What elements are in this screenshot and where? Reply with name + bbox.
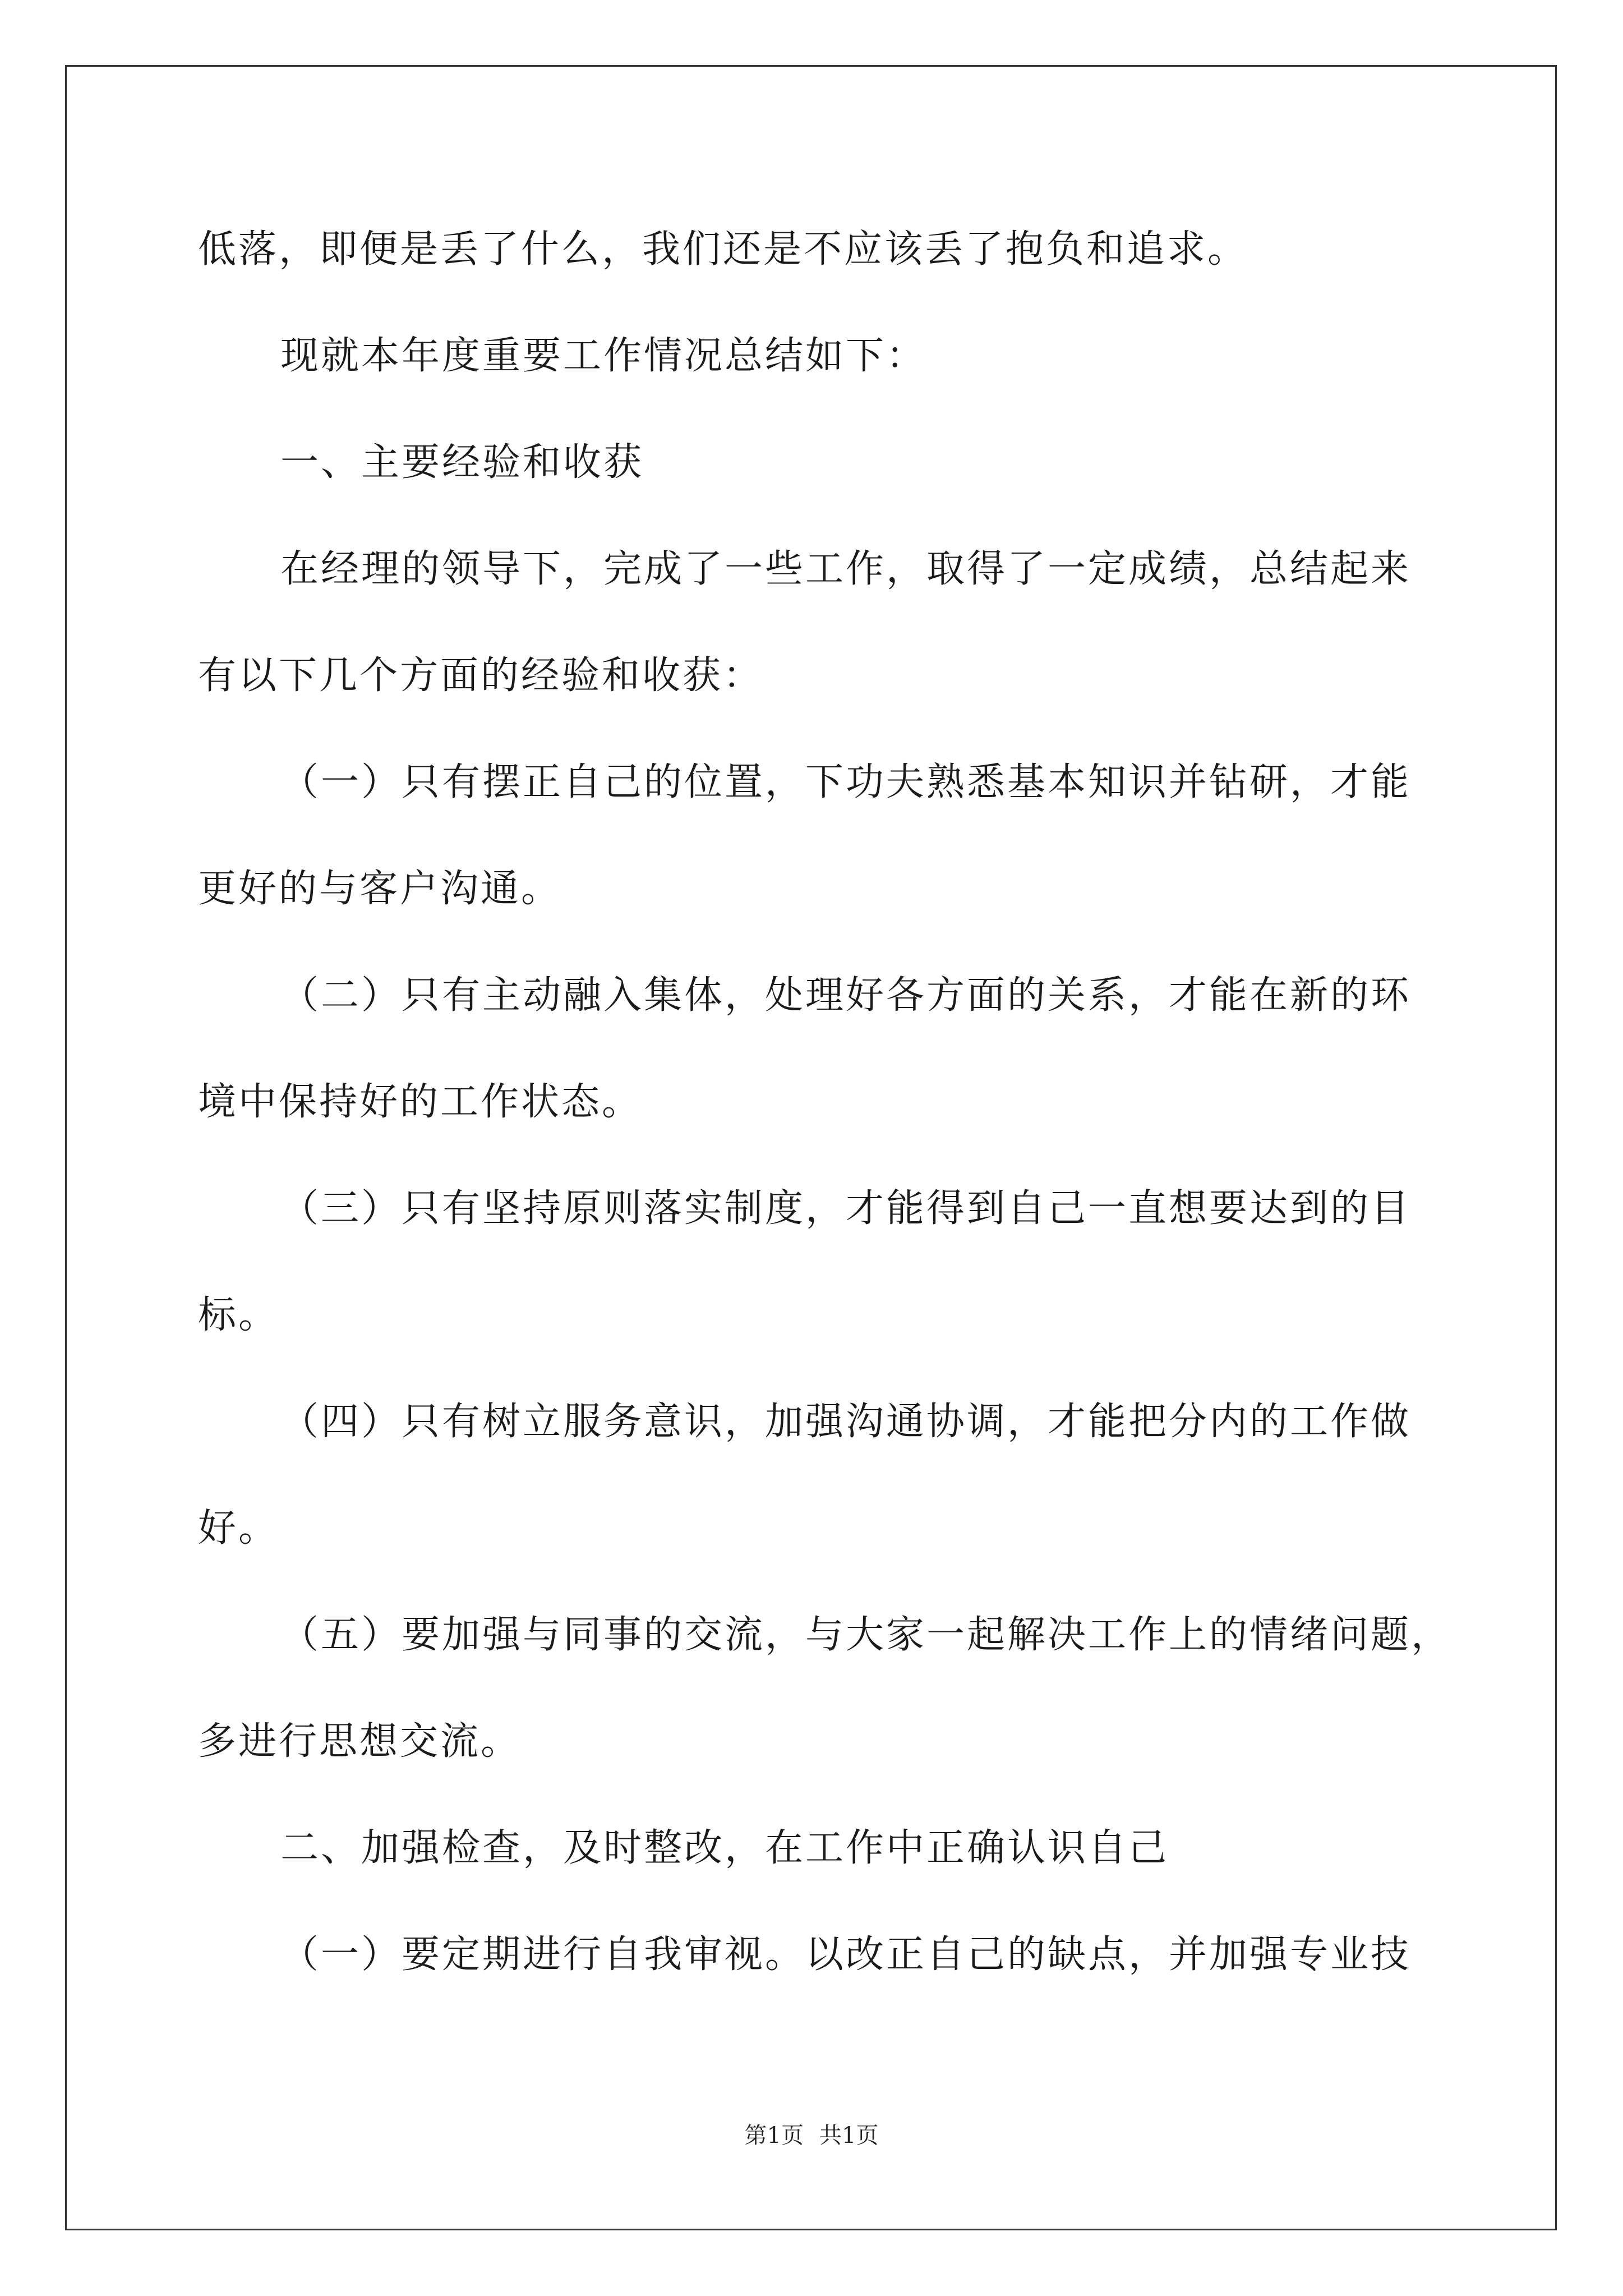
list-item: （二）只有主动融入集体，处理好各方面的关系，才能在新的环 bbox=[280, 973, 1412, 1018]
page-border bbox=[65, 65, 1557, 2230]
text-line: 多进行思想交流。 bbox=[198, 1719, 522, 1764]
page-number: 第1页 bbox=[744, 2123, 804, 2148]
text-line: 现就本年度重要工作情况总结如下： bbox=[280, 334, 927, 378]
text-line: 好。 bbox=[198, 1506, 279, 1550]
section-heading: 一、主要经验和收获 bbox=[280, 440, 644, 485]
text-line: 在经理的领导下，完成了一些工作，取得了一定成绩，总结起来 bbox=[280, 547, 1412, 591]
list-item: （三）只有坚持原则落实制度，才能得到自己一直想要达到的目 bbox=[280, 1186, 1412, 1231]
list-item: （五）要加强与同事的交流，与大家一起解决工作上的情绪问题， bbox=[280, 1613, 1452, 1657]
text-line: 更好的与客户沟通。 bbox=[198, 867, 562, 911]
section-heading: 二、加强检查，及时整改，在工作中正确认识自己 bbox=[280, 1826, 1169, 1870]
text-line: 低落，即便是丢了什么，我们还是不应该丢了抱负和追求。 bbox=[198, 227, 1248, 272]
text-line: 有以下几个方面的经验和收获： bbox=[198, 654, 764, 698]
list-item: （一）要定期进行自我审视。以改正自己的缺点，并加强专业技 bbox=[280, 1932, 1412, 1977]
text-line: 标。 bbox=[198, 1293, 279, 1337]
text-line: 境中保持好的工作状态。 bbox=[198, 1080, 643, 1124]
page-total: 共1页 bbox=[819, 2123, 879, 2148]
page-footer bbox=[0, 2122, 1623, 2150]
list-item: （四）只有树立服务意识，加强沟通协调，才能把分内的工作做 bbox=[280, 1400, 1412, 1444]
list-item: （一）只有摆正自己的位置，下功夫熟悉基本知识并钻研，才能 bbox=[280, 760, 1412, 804]
